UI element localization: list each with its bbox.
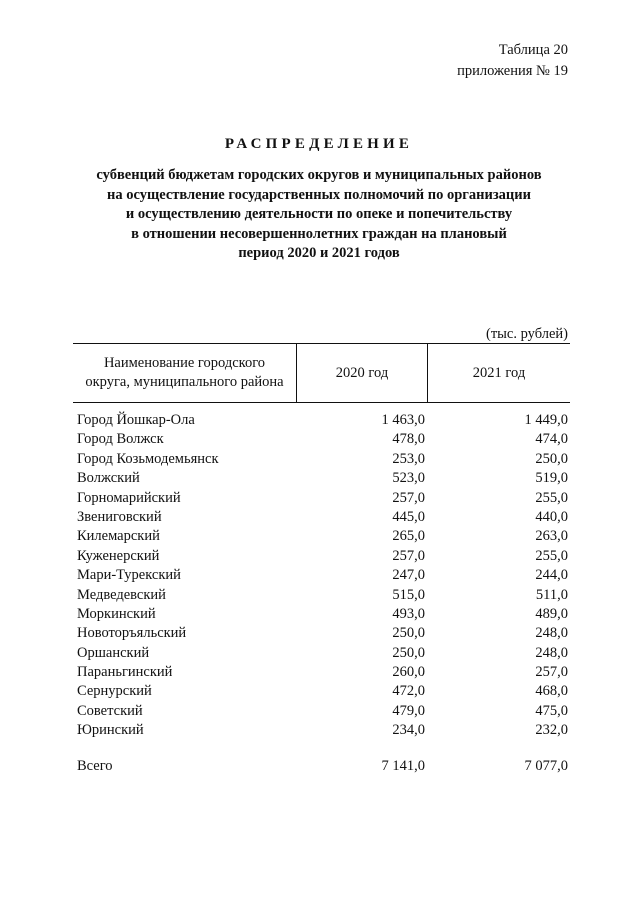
appendix-number: приложения № 19	[457, 63, 568, 79]
row-value-2020: 234,0	[392, 722, 425, 739]
table-row	[0, 624, 638, 643]
row-value-2020: 479,0	[392, 702, 425, 719]
table-row	[0, 527, 638, 546]
row-name: Параньгинский	[77, 664, 173, 681]
row-name: Город Волжск	[77, 431, 164, 448]
units-label: (тыс. рублей)	[486, 326, 568, 342]
row-value-2020: 250,0	[392, 625, 425, 642]
subtitle-line: субвенций бюджетам городских округов и муниципальных районов	[96, 167, 542, 183]
row-value-2020: 523,0	[392, 470, 425, 487]
row-value-2020: 247,0	[392, 567, 425, 584]
row-name: Килемарский	[77, 528, 160, 545]
row-value-2020: 260,0	[392, 664, 425, 681]
row-value-2021: 474,0	[535, 431, 568, 448]
row-value-2021: 248,0	[535, 644, 568, 661]
total-row	[0, 756, 638, 776]
table-row	[0, 566, 638, 585]
table-row	[0, 663, 638, 682]
row-value-2020: 493,0	[392, 605, 425, 622]
total-value-2021: 7 077,0	[524, 758, 568, 774]
table-number: Таблица 20	[498, 42, 568, 58]
header-year-2021: 2021 год	[472, 364, 526, 381]
row-name: Город Козьмодемьянск	[77, 450, 219, 467]
document-subtitle	[0, 166, 638, 264]
row-value-2020: 250,0	[392, 644, 425, 661]
header-year-2020: 2020 год	[335, 364, 389, 381]
row-value-2021: 1 449,0	[524, 412, 568, 428]
row-name: Моркинский	[77, 605, 156, 622]
row-value-2021: 468,0	[535, 683, 568, 700]
table-row	[0, 450, 638, 469]
total-label: Всего	[77, 758, 113, 774]
row-name: Медведевский	[77, 586, 166, 603]
table-row	[0, 508, 638, 527]
table-row	[0, 411, 638, 430]
row-name: Звениговский	[77, 508, 162, 525]
row-value-2020: 472,0	[392, 683, 425, 700]
row-value-2021: 519,0	[535, 470, 568, 487]
subtitle-line: в отношении несовершеннолетних граждан на плановый	[131, 225, 507, 242]
table-row	[0, 547, 638, 566]
header-bottom-rule	[73, 402, 570, 403]
row-value-2021: 511,0	[535, 586, 568, 603]
row-value-2020: 253,0	[392, 450, 425, 467]
row-name: Город Йошкар-Ола	[77, 412, 195, 428]
row-value-2020: 257,0	[392, 547, 425, 564]
header-name-line: округа, муниципального района	[85, 374, 284, 390]
table-body	[0, 411, 638, 741]
total-value-2020: 7 141,0	[381, 758, 425, 774]
table-reference	[457, 40, 568, 82]
document-title: РАСПРЕДЕЛЕНИЕ	[224, 136, 414, 152]
row-name: Горномарийский	[77, 489, 181, 506]
table-row	[0, 644, 638, 663]
row-name: Советский	[77, 702, 143, 719]
row-value-2021: 248,0	[535, 625, 568, 642]
table-row	[0, 702, 638, 721]
row-value-2020: 257,0	[392, 489, 425, 506]
subtitle-line: на осуществление государственных полномочий по организации	[107, 186, 531, 203]
subtitle-line: и осуществлению деятельности по опеке и попечительству	[125, 206, 513, 222]
row-value-2021: 489,0	[535, 605, 568, 622]
row-name: Куженерский	[77, 547, 160, 564]
row-value-2021: 255,0	[535, 489, 568, 506]
row-name: Новоторъяльский	[77, 625, 187, 642]
table-row	[0, 489, 638, 508]
table-row	[0, 682, 638, 701]
table-row	[0, 469, 638, 488]
row-value-2021: 257,0	[535, 664, 568, 681]
row-value-2021: 440,0	[535, 508, 568, 525]
table-row	[0, 586, 638, 605]
row-name: Оршанский	[77, 644, 150, 661]
row-value-2020: 1 463,0	[381, 412, 425, 428]
row-name: Сернурский	[77, 683, 152, 700]
table-row	[0, 605, 638, 624]
row-value-2021: 250,0	[535, 450, 568, 467]
row-value-2020: 515,0	[392, 586, 425, 603]
row-value-2021: 475,0	[535, 702, 568, 719]
header-name-line: Наименование городского	[103, 355, 266, 371]
row-value-2020: 265,0	[392, 528, 425, 545]
header-name-column	[73, 344, 296, 402]
row-value-2020: 445,0	[392, 508, 425, 525]
table-row	[0, 721, 638, 740]
table-row	[0, 430, 638, 449]
row-value-2020: 478,0	[392, 431, 425, 448]
row-name: Волжский	[77, 470, 140, 487]
row-value-2021: 232,0	[535, 722, 568, 739]
row-value-2021: 244,0	[535, 567, 568, 584]
subtitle-line: период 2020 и 2021 годов	[238, 245, 400, 261]
row-name: Мари-Турекский	[77, 567, 181, 584]
row-value-2021: 255,0	[535, 547, 568, 564]
row-name: Юринский	[77, 722, 144, 739]
row-value-2021: 263,0	[535, 528, 568, 545]
